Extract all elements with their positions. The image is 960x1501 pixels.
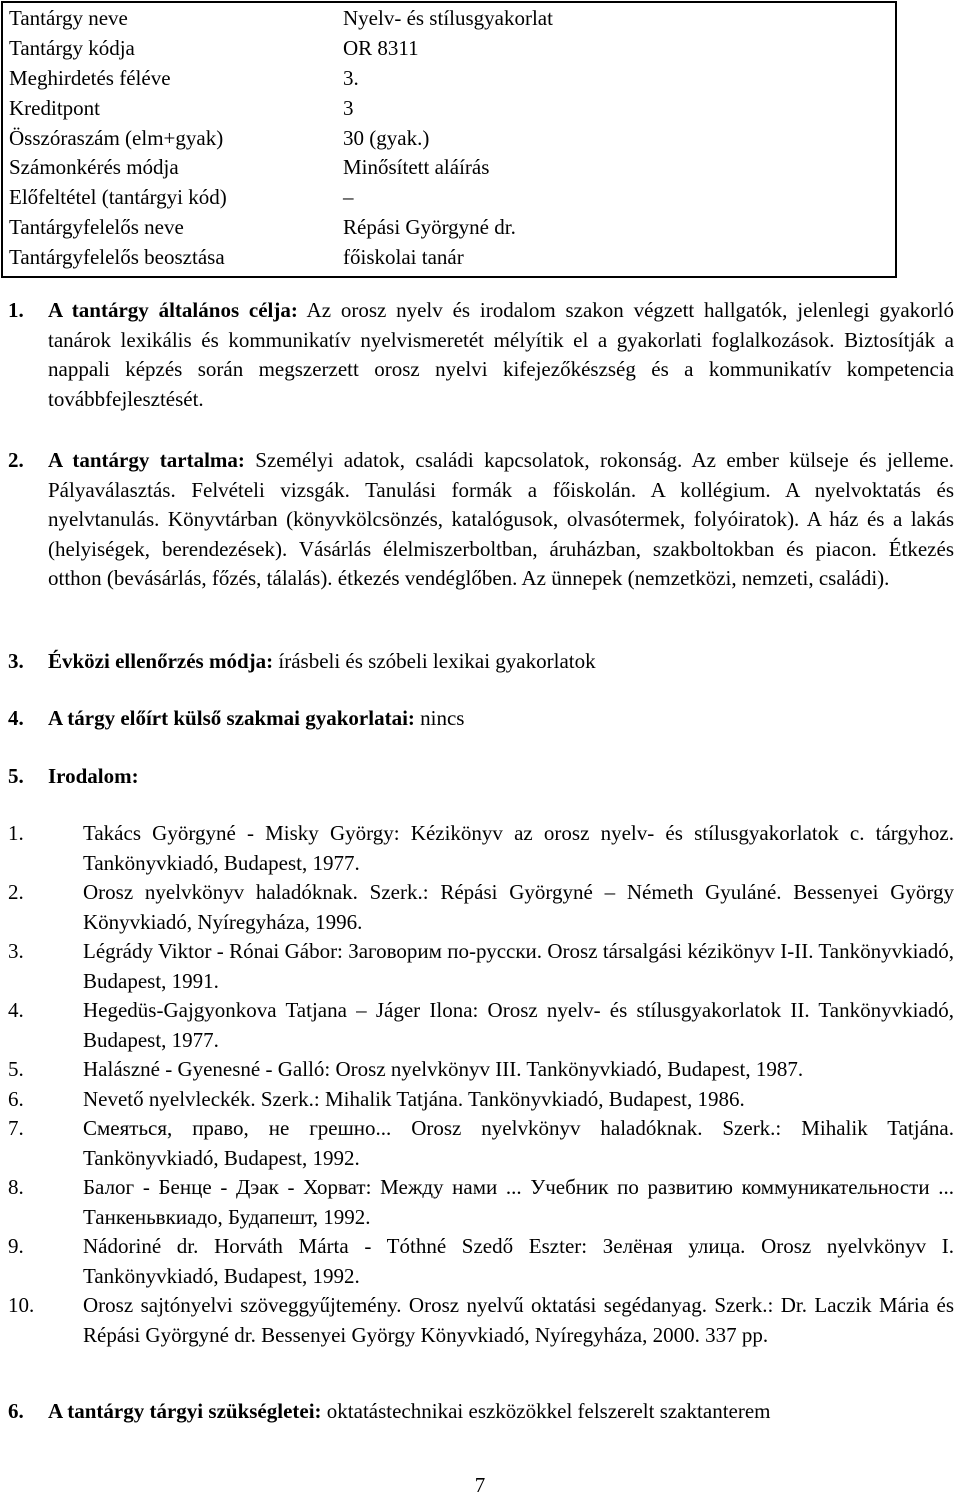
literature-text: Orosz sajtónyelvi szöveggyűjtemény. Orosz nyelvű oktatási segédanyag. Szerk.: Dr. Laczik Mária és Répási Györgyné dr. Bessenyei György Könyvkiadó, Nyíregyháza, 2000. 337 pp. bbox=[83, 1293, 954, 1347]
section-number: 1. bbox=[8, 298, 24, 322]
info-row bbox=[9, 124, 895, 154]
literature-number: 5. bbox=[8, 1057, 24, 1081]
section-number: 6. bbox=[8, 1399, 24, 1423]
info-label: Kreditpont bbox=[9, 95, 100, 120]
literature-item bbox=[8, 878, 954, 937]
section-title: A tantárgy tartalma: bbox=[48, 448, 245, 472]
literature-text: Nádoriné dr. Horváth Márta - Tóthné Szedő Eszter: Зелёная улица. Orosz nyelvkönyv I. Tankönyvkiadó, Budapest, 1992. bbox=[83, 1234, 954, 1288]
literature-item bbox=[8, 1085, 954, 1115]
info-label: Tantárgy neve bbox=[9, 6, 128, 30]
literature-number: 10. bbox=[8, 1293, 35, 1317]
literature-text: Takács Györgyné - Misky György: Kézikönyv az orosz nyelv- és stílusgyakorlatok c. tárgyhoz. Tankönyvkiadó, Budapest, 1977. bbox=[83, 821, 954, 875]
section-text: nincs bbox=[414, 706, 465, 730]
literature-number: 3. bbox=[8, 939, 24, 963]
literature-text: Nevető nyelvleckék. Szerk.: Mihalik Tatjána. Tankönyvkiadó, Budapest, 1986. bbox=[83, 1086, 745, 1111]
info-value: – bbox=[343, 185, 354, 210]
literature-number: 8. bbox=[8, 1175, 24, 1199]
info-value: 30 (gyak.) bbox=[343, 125, 430, 150]
section-body bbox=[48, 446, 954, 594]
info-label: Meghirdetés féléve bbox=[9, 65, 171, 90]
info-value: főiskolai tanár bbox=[343, 245, 464, 270]
literature-number: 9. bbox=[8, 1234, 24, 1258]
literature-number: 1. bbox=[8, 821, 24, 845]
info-value: Nyelv- és stílusgyakorlat bbox=[343, 6, 553, 30]
section-number: 2. bbox=[8, 448, 24, 472]
info-row bbox=[9, 4, 895, 34]
section-general-goal bbox=[8, 296, 954, 414]
info-value: 3 bbox=[343, 95, 354, 120]
info-label: Előfeltétel (tantárgyi kód) bbox=[9, 185, 227, 210]
section-assessment bbox=[8, 647, 954, 677]
literature-text: Смеяться, право, не грешно... Orosz nyelvkönyv haladóknak. Szerk.: Mihalik Tatjána. Tankönyvkiadó, Budapest, 1992. bbox=[83, 1116, 954, 1170]
info-value: OR 8311 bbox=[343, 35, 419, 60]
literature-item bbox=[8, 1114, 954, 1173]
section-title: A tantárgy általános célja: bbox=[48, 298, 298, 322]
literature-item bbox=[8, 1173, 954, 1232]
section-external-practice bbox=[8, 704, 954, 734]
section-title: A tantárgy tárgyi szükségletei: bbox=[48, 1399, 322, 1423]
course-info-table bbox=[1, 1, 897, 278]
section-literature-heading bbox=[8, 762, 954, 792]
info-row bbox=[9, 213, 895, 243]
section-text: Személyi adatok, családi kapcsolatok, rokonság. Az ember külseje és jelleme. Pályaválasztás. Felvételi vizsgák. Tanulási formák a főiskolán. A kollégium. A nyelvoktatás és nyelvtanulás. Könyvtárban (könyvkölcsönzés, katalógusok, olvasótermek, folyóiratok). A ház és a lakás (helyiségek, berendezések). Vásárlás élelmiszerboltban, áruházban, szakboltokban és piacon. Étkezés otthon (bevásárlás, főzés, tálalás). étkezés vendéglőben. Az ünnepek (nemzetközi, nemzeti, családi). bbox=[48, 448, 954, 590]
section-body bbox=[48, 296, 954, 414]
literature-item bbox=[8, 1055, 954, 1085]
section-content bbox=[8, 446, 954, 594]
section-title: A tárgy előírt külső szakmai gyakorlatai: bbox=[48, 706, 415, 730]
literature-text: Балог - Бенце - Дэак - Хорват: Между нами ... Учебник по развитию коммуникательности ... Танкеньвкиадо, Будапешт, 1992. bbox=[83, 1175, 954, 1229]
info-row bbox=[9, 64, 895, 94]
info-value: Minősített aláírás bbox=[343, 155, 490, 180]
info-row bbox=[9, 243, 895, 273]
section-number: 4. bbox=[8, 706, 24, 730]
section-number: 5. bbox=[8, 764, 24, 788]
section-text: írásbeli és szóbeli lexikai gyakorlatok bbox=[273, 649, 596, 673]
info-value: Répási Györgyné dr. bbox=[343, 215, 516, 240]
section-number: 3. bbox=[8, 649, 24, 673]
literature-number: 4. bbox=[8, 998, 24, 1022]
page-number: 7 bbox=[474, 1473, 486, 1497]
info-value: 3. bbox=[343, 65, 359, 90]
literature-text: Halászné - Gyenesné - Galló: Orosz nyelvkönyv III. Tankönyvkiadó, Budapest, 1987. bbox=[83, 1057, 804, 1081]
section-title: Évközi ellenőrzés módja: bbox=[48, 649, 274, 673]
section-body bbox=[48, 762, 954, 792]
info-label: Tantárgyfelelős beosztása bbox=[9, 245, 225, 270]
info-row bbox=[9, 94, 895, 124]
literature-number: 7. bbox=[8, 1116, 24, 1140]
section-body bbox=[48, 704, 954, 734]
info-label: Tantárgy kódja bbox=[9, 35, 135, 60]
info-row bbox=[9, 183, 895, 213]
info-row bbox=[9, 153, 895, 183]
literature-item bbox=[8, 1291, 954, 1350]
section-body bbox=[48, 647, 954, 677]
info-row bbox=[9, 34, 895, 64]
section-title: Irodalom: bbox=[48, 764, 139, 788]
section-requirements bbox=[8, 1397, 954, 1427]
literature-text: Hegedüs-Gajgyonkova Tatjana – Jáger Ilona: Orosz nyelv- és stílusgyakorlatok II. Tankönyvkiadó, Budapest, 1977. bbox=[83, 998, 954, 1052]
info-label: Tantárgyfelelős neve bbox=[9, 215, 184, 240]
section-body bbox=[48, 1397, 954, 1427]
literature-text: Orosz nyelvkönyv haladóknak. Szerk.: Répási Györgyné – Németh Gyuláné. Bessenyei György Könyvkiadó, Nyíregyháza, 1996. bbox=[83, 880, 954, 934]
literature-item bbox=[8, 937, 954, 996]
literature-number: 2. bbox=[8, 880, 24, 904]
section-text: Az orosz nyelv és irodalom szakon végzett hallgatók, jelenlegi gyakorló tanárok lexikális és kommunikatív nyelvismeretét mélyítik el a gyakorlati foglalkozások. Biztosítják a nappali képzés során megszerzett orosz nyelvi kifejezőkészség és a kommunikatív kompetencia továbbfejlesztését. bbox=[48, 298, 954, 411]
literature-item bbox=[8, 1232, 954, 1291]
info-label: Összóraszám (elm+gyak) bbox=[9, 125, 224, 150]
literature-list bbox=[8, 819, 954, 1350]
literature-item bbox=[8, 996, 954, 1055]
info-label: Számonkérés módja bbox=[9, 155, 179, 180]
section-text: oktatástechnikai eszközökkel felszerelt szaktanterem bbox=[321, 1399, 771, 1423]
literature-item bbox=[8, 819, 954, 878]
literature-number: 6. bbox=[8, 1086, 24, 1111]
literature-text: Légrády Viktor - Rónai Gábor: Заговорим по-русски. Orosz társalgási kézikönyv I-II. Tankönyvkiadó, Budapest, 1991. bbox=[83, 939, 954, 993]
